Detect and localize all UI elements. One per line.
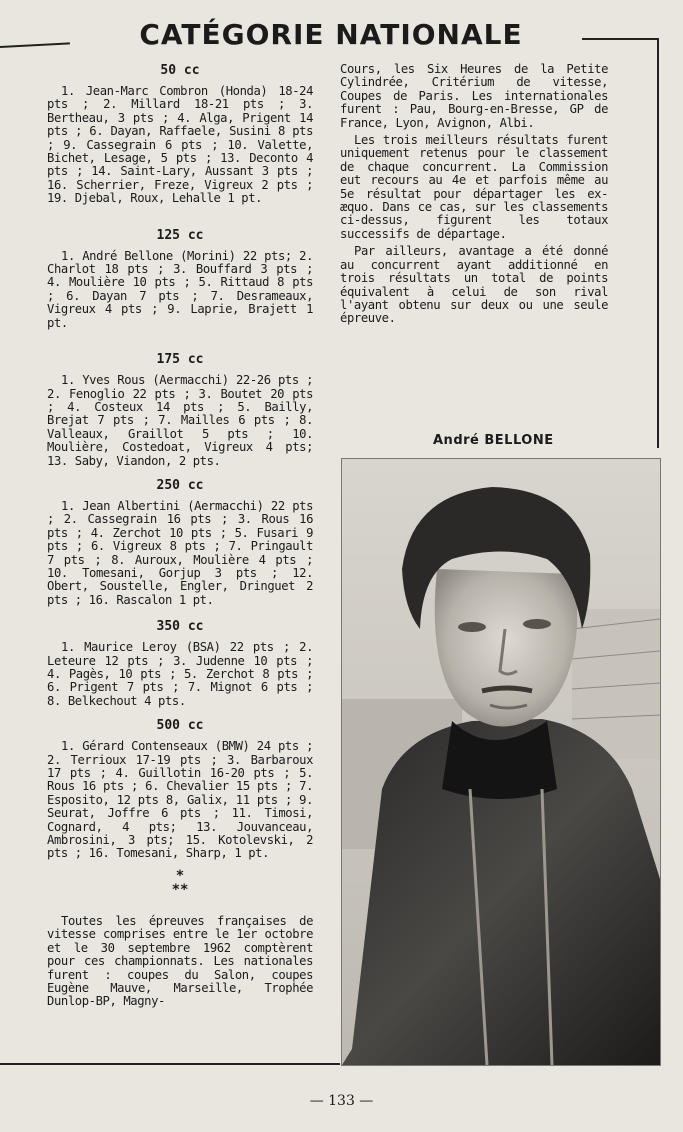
category-results: 1. Jean-Marc Combron (Honda) 18-24 pts ; 2. Millard 18-21 pts ; 3. Bertheau, 3 pts ; 4. Alga, Prigent 14 pts ; 6. Dayan, Raffaele, Susini 8 pts ; 9. Cassegrain 6 pts ; 10. Valette, Bichet, Lesage, 5 pts ; 13. Deconto 4 pts ; 14. Saint-Lary, Aussant 3 pts ; 16. Scherrier, Freze, Vigreux 2 pts ; 19. Djebal, Roux, Lehalle 1 pt. bbox=[47, 84, 313, 206]
page-number: — 133 — bbox=[309, 1093, 374, 1109]
category-250cc bbox=[47, 478, 313, 607]
results-column bbox=[47, 63, 313, 1013]
category-175cc bbox=[47, 352, 313, 468]
notes-paragraph: Cours, les Six Heures de la Petite Cylindrée, Critérium de vitesse, Coupes de Paris. Les internationales furent : Pau, Bourg-en-Bresse, GP de France, Lyon, Avignon, Albi. bbox=[340, 62, 608, 130]
category-results: 1. Yves Rous (Aermacchi) 22-26 pts ; 2. Fenoglio 22 pts ; 3. Boutet 20 pts ; 4. Costeux 14 pts ; 5. Bailly, Brejat 7 pts ; 7. Mailles 6 pts ; 8. Valleaux, Graillot 5 pts ; 10. Moulière, Costedoat, Vigreux 4 pts; 13. Saby, Viandon, 2 pts. bbox=[47, 373, 313, 468]
photo-caption: André BELLONE bbox=[433, 433, 554, 448]
right-frame-line bbox=[657, 38, 659, 448]
category-results: 1. Gérard Contenseaux (BMW) 24 pts ; 2. Terrioux 17-19 pts ; 3. Barbaroux 17 pts ; 4. Guillotin 16-20 pts ; 5. Rous 16 pts ; 6. Chevalier 15 pts ; 7. Esposito, 12 pts 8, Galix, 11 pts ; 9. Seurat, Joffre 6 pts ; 11. Timosi, Cognard, 4 pts; 13. Jouvanceau, Ambrosini, 3 pts; 15. Kotolevski, 2 pts ; 16. Tomesani, Sharp, 1 pt. bbox=[47, 739, 313, 861]
category-results: 1. Jean Albertini (Aermacchi) 22 pts ; 2. Cassegrain 16 pts ; 3. Rous 16 pts ; 4. Zerchot 10 pts ; 5. Fusari 9 pts ; 6. Vigreux 8 pts ; 7. Pringault 7 pts ; 8. Auroux, Moulière 4 pts ; 10. Tomesani, Gorjup 3 pts ; 12. Obert, Soustelle, Engler, Dringuet 2 pts ; 16. Rascalon 1 pt. bbox=[47, 498, 313, 607]
category-350cc bbox=[47, 619, 313, 708]
category-heading: 50 cc bbox=[160, 63, 200, 78]
bottom-rule bbox=[0, 1063, 340, 1065]
category-125cc bbox=[47, 228, 313, 330]
category-heading: 350 cc bbox=[156, 619, 204, 635]
header-rule-right bbox=[582, 38, 658, 40]
closing-paragraph: Toutes les épreuves françaises de vitesse comprises entre le 1er octobre et le 30 septembre 1962 comptèrent pour ces championnats. Les nationales furent : coupes du Salon, coupes Eugène Mauve, Marseille, Trophée Dunlop-BP, Magny- bbox=[47, 913, 313, 1009]
page-title: CATÉGORIE NATIONALE bbox=[139, 18, 523, 51]
category-heading: 250 cc bbox=[156, 477, 204, 493]
notes-column bbox=[340, 63, 608, 330]
section-stars: * ** bbox=[171, 867, 189, 898]
category-heading: 500 cc bbox=[156, 718, 204, 734]
category-50cc bbox=[47, 63, 313, 206]
header-rule-left bbox=[0, 42, 70, 48]
category-heading: 125 cc bbox=[156, 227, 204, 243]
category-results: 1. André Bellone (Morini) 22 pts; 2. Charlot 18 pts ; 3. Bouffard 3 pts ; 4. Moulière 10 pts ; 5. Rittaud 8 pts ; 6. Dayan 7 pts ; 7. Desrameaux, Vigreux 4 pts ; 9. Laprie, Brajett 1 pt. bbox=[47, 248, 313, 330]
portrait-illustration bbox=[342, 459, 660, 1065]
notes-paragraph: Les trois meilleurs résultats furent uniquement retenus pour le classement de chaque concurrent. La Commission eut recours au 4e et parfois même au 5e résultat pour départager les ex-æquo. Dans ce cas, sur les classements ci-dessus, figurent les totaux successifs de départage. bbox=[340, 133, 608, 241]
category-results: 1. Maurice Leroy (BSA) 22 pts ; 2. Leteure 12 pts ; 3. Judenne 10 pts ; 4. Pagès, 10 pts ; 5. Zerchot 8 pts ; 6. Prigent 7 pts ; 7. Mignot 6 pts ; 8. Belkechout 4 pts. bbox=[47, 640, 313, 708]
notes-paragraph: Par ailleurs, avantage a été donné au concurrent ayant additionné en trois résultats un total de points équivalent à celui de son rival l'ayant obtenu sur deux ou une seule épreuve. bbox=[340, 244, 608, 326]
portrait-photo bbox=[341, 458, 661, 1066]
category-500cc bbox=[47, 718, 313, 861]
category-heading: 175 cc bbox=[156, 352, 204, 368]
